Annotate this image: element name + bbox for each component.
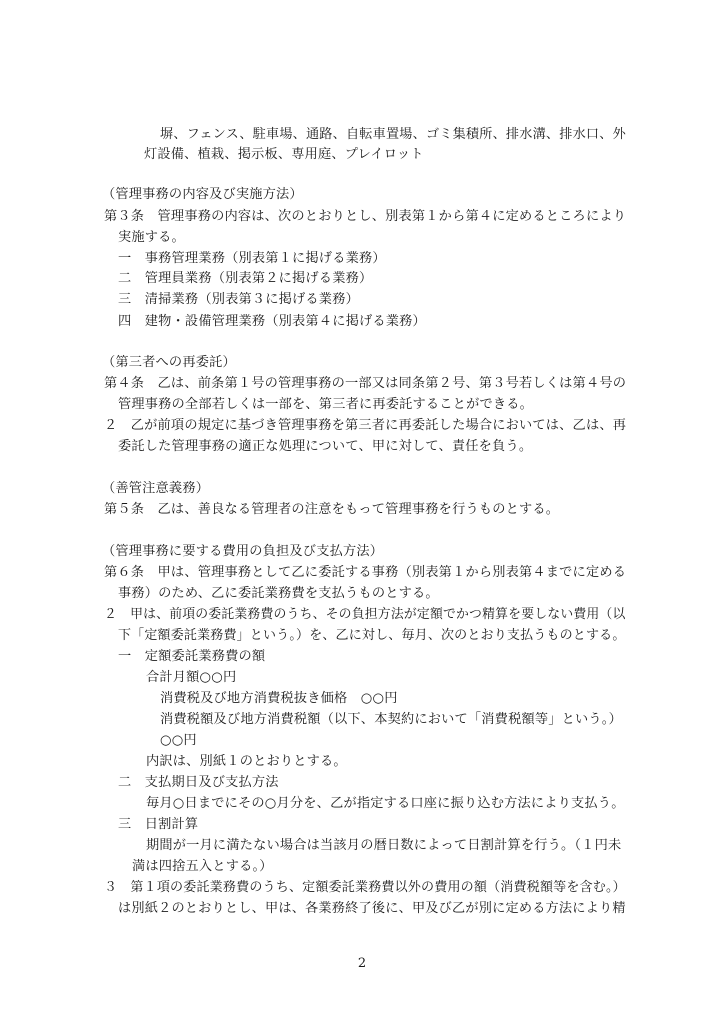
article-6-item-1-title: 一 定額委託業務費の額 [118,649,266,664]
article-6-line-5: ３ 第１項の委託業務費のうち、定額委託業務費以外の費用の額（消費税額等を含む。） [104,880,626,895]
article-3-line-2: 実施する。 [118,230,185,245]
article-3-item-2: 二 管理員業務（別表第２に掲げる業務） [118,271,373,286]
article-6-item-1-tax: 消費税額及び地方消費税額（以下、本契約において「消費税額等」という。） [160,712,622,727]
article-6-item-3-line-1: 期間が一月に満たない場合は当該月の暦日数によって日割計算を行う。（１円未 [146,838,622,853]
intro-line-1: 塀、フェンス、駐車場、通路、自転車置場、ゴミ集積所、排水溝、排水口、外 [160,127,626,142]
article-5-line-1: 第５条 乙は、善良なる管理者の注意をもって管理事務を行うものとする。 [104,502,560,517]
article-4-heading: （第三者への再委託） [102,355,236,370]
article-6-item-2-text: 毎月○日までにその○月分を、乙が指定する口座に振り込む方法により支払う。 [146,796,625,811]
article-4-line-3: ２ 乙が前項の規定に基づき管理事務を第三者に再委託した場合においては、乙は、再 [104,418,627,433]
article-6-heading: （管理事務に要する費用の負担及び支払方法） [102,544,384,559]
page-number: 2 [357,956,367,971]
article-5-heading: （善管注意義務） [102,481,210,496]
intro-line-2: 灯設備、植栽、掲示板、専用庭、プレイロット [144,147,424,162]
article-3-item-3: 三 清掃業務（別表第３に掲げる業務） [118,292,359,307]
article-3-line-1: 第３条 管理事務の内容は、次のとおりとし、別表第１から第４に定めるところにより [104,209,627,224]
article-4-line-2: 管理事務の全部若しくは一部を、第三者に再委託することができる。 [118,397,534,412]
article-6-item-1-breakdown: 内訳は、別紙１のとおりとする。 [146,754,347,769]
article-3-heading: （管理事務の内容及び実施方法） [102,187,303,202]
article-6-line-3: ２ 甲は、前項の委託業務費のうち、その負担方法が定額でかつ精算を要しない費用（以 [104,607,626,622]
article-3-item-4: 四 建物・設備管理業務（別表第４に掲げる業務） [118,314,426,329]
article-6-line-1: 第６条 甲は、管理事務として乙に委託する事務（別表第１から別表第４までに定める [104,565,627,580]
article-6-item-3-title: 三 日割計算 [118,817,199,832]
article-4-line-1: 第４条 乙は、前条第１号の管理事務の一部又は同条第２号、第３号若しくは第４号の [104,376,627,391]
article-6-line-6: は別紙２のとおりとし、甲は、各業務終了後に、甲及び乙が別に定める方法により精 [118,901,626,916]
article-6-line-4: 下「定額委託業務費」という。）を、乙に対し、毎月、次のとおり支払うものとする。 [118,628,626,643]
article-6-line-2: 事務）のため、乙に委託業務費を支払うものとする。 [118,586,439,601]
article-6-item-2-title: 二 支払期日及び支払方法 [118,775,279,790]
article-6-item-1-tax-value: ○○円 [160,733,197,748]
article-3-item-1: 一 事務管理業務（別表第１に掲げる業務） [118,251,386,266]
article-6-item-1-total: 合計月額○○円 [146,670,237,685]
article-6-item-1-excl: 消費税及び地方消費税抜き価格 ○○円 [160,691,398,706]
article-4-line-4: 委託した管理事務の適正な処理について、甲に対して、責任を負う。 [118,439,533,454]
article-6-item-3-line-2: 満は四捨五入とする。） [132,859,273,874]
